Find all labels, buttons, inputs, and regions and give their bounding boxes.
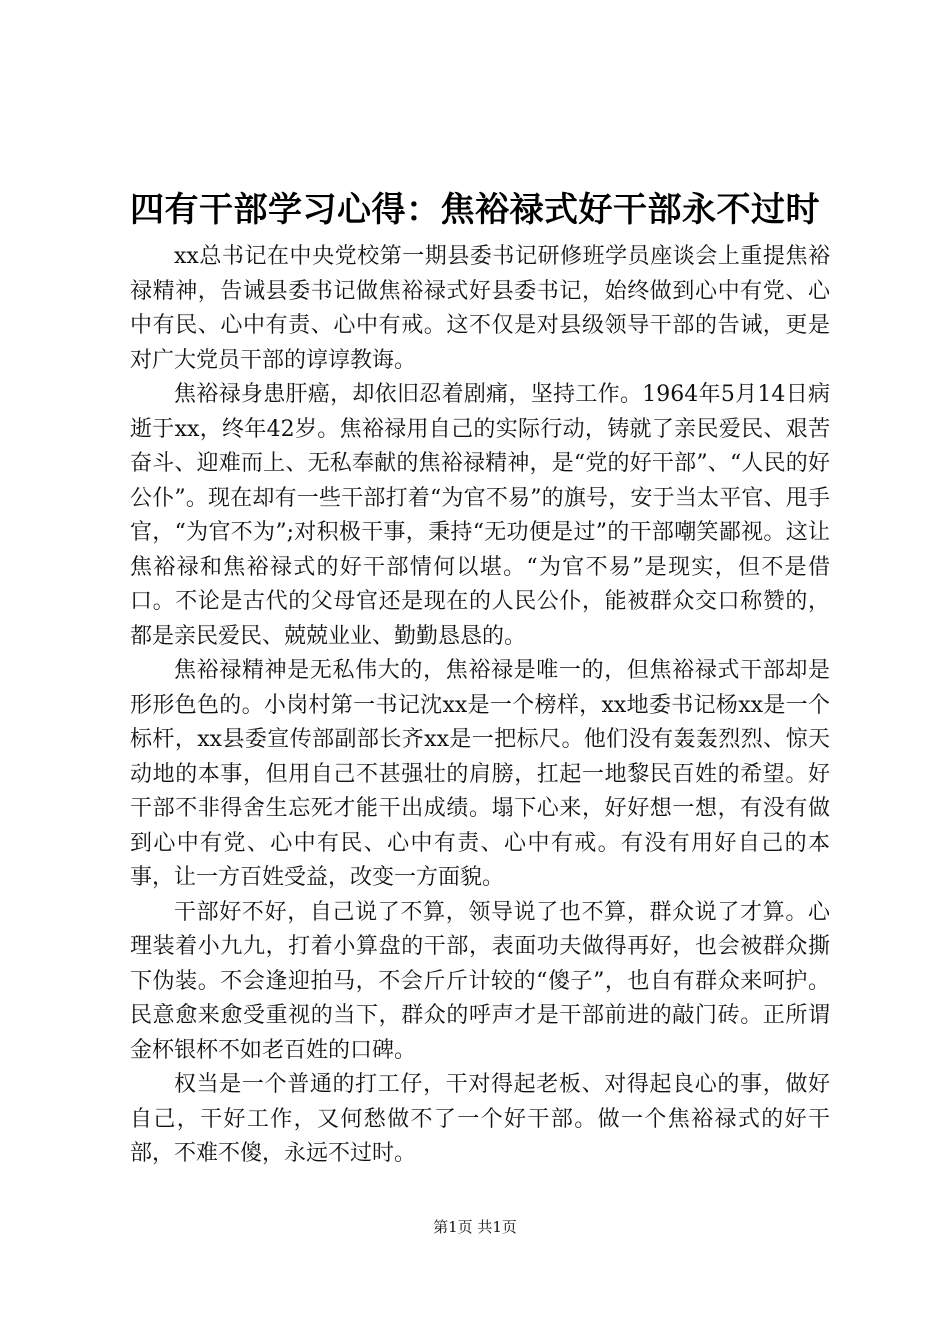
document-body <box>130 240 830 1172</box>
document-title: 四有干部学习心得：焦裕禄式好干部永不过时 <box>130 190 820 230</box>
page-footer: 第1页 共1页 <box>433 1218 517 1236</box>
paragraph-4: 干部好不好，自己说了不算，领导说了也不算，群众说了才算。心理装着小九九，打着小算盘的干部，表面功夫做得再好，也会被群众撕下伪装。不会逢迎拍马，不会斤斤计较的“傻子”，也自有群众来呵护。民意愈来愈受重视的当下，群众的呼声才是干部前进的敲门砖。正所谓金杯银杯不如老百姓的口碑。 <box>130 899 830 1063</box>
paragraph-5: 权当是一个普通的打工仔，干对得起老板、对得起良心的事，做好自己，干好工作，又何愁做不了一个好干部。做一个焦裕禄式的好干部，不难不傻，永远不过时。 <box>130 1072 830 1166</box>
paragraph-1: xx总书记在中央党校第一期县委书记研修班学员座谈会上重提焦裕禄精神，告诫县委书记做焦裕禄式好县委书记，始终做到心中有党、心中有民、心中有责、心中有戒。这不仅是对县级领导干部的告诫，更是对广大党员干部的谆谆教诲。 <box>130 244 830 373</box>
paragraph-3: 焦裕禄精神是无私伟大的，焦裕禄是唯一的，但焦裕禄式干部却是形形色色的。小岗村第一书记沈xx是一个榜样，xx地委书记杨xx是一个标杆，xx县委宣传部副部长齐xx是一把标尺。他们没有轰轰烈烈、惊天动地的本事，但用自己不甚强壮的肩膀，扛起一地黎民百姓的希望。好干部不非得舍生忘死才能干出成绩。塌下心来，好好想一想，有没有做到心中有党、心中有民、心中有责、心中有戒。有没有用好自己的本事，让一方百姓受益，改变一方面貌。 <box>130 658 830 890</box>
paragraph-2: 焦裕禄身患肝癌，却依旧忍着剧痛，坚持工作。1964年5月14日病逝于xx，终年42岁。焦裕禄用自己的实际行动，铸就了亲民爱民、艰苦奋斗、迎难而上、无私奉献的焦裕禄精神，是“党的好干部”、“人民的好公仆”。现在却有一些干部打着“为官不易”的旗号，安于当太平官、甩手官，“为官不为”;对积极干事，秉持“无功便是过”的干部嘲笑鄙视。这让焦裕禄和焦裕禄式的好干部情何以堪。“为官不易”是现实，但不是借口。不论是古代的父母官还是现在的人民公仆，能被群众交口称赞的，都是亲民爱民、兢兢业业、勤勤恳恳的。 <box>130 382 830 649</box>
